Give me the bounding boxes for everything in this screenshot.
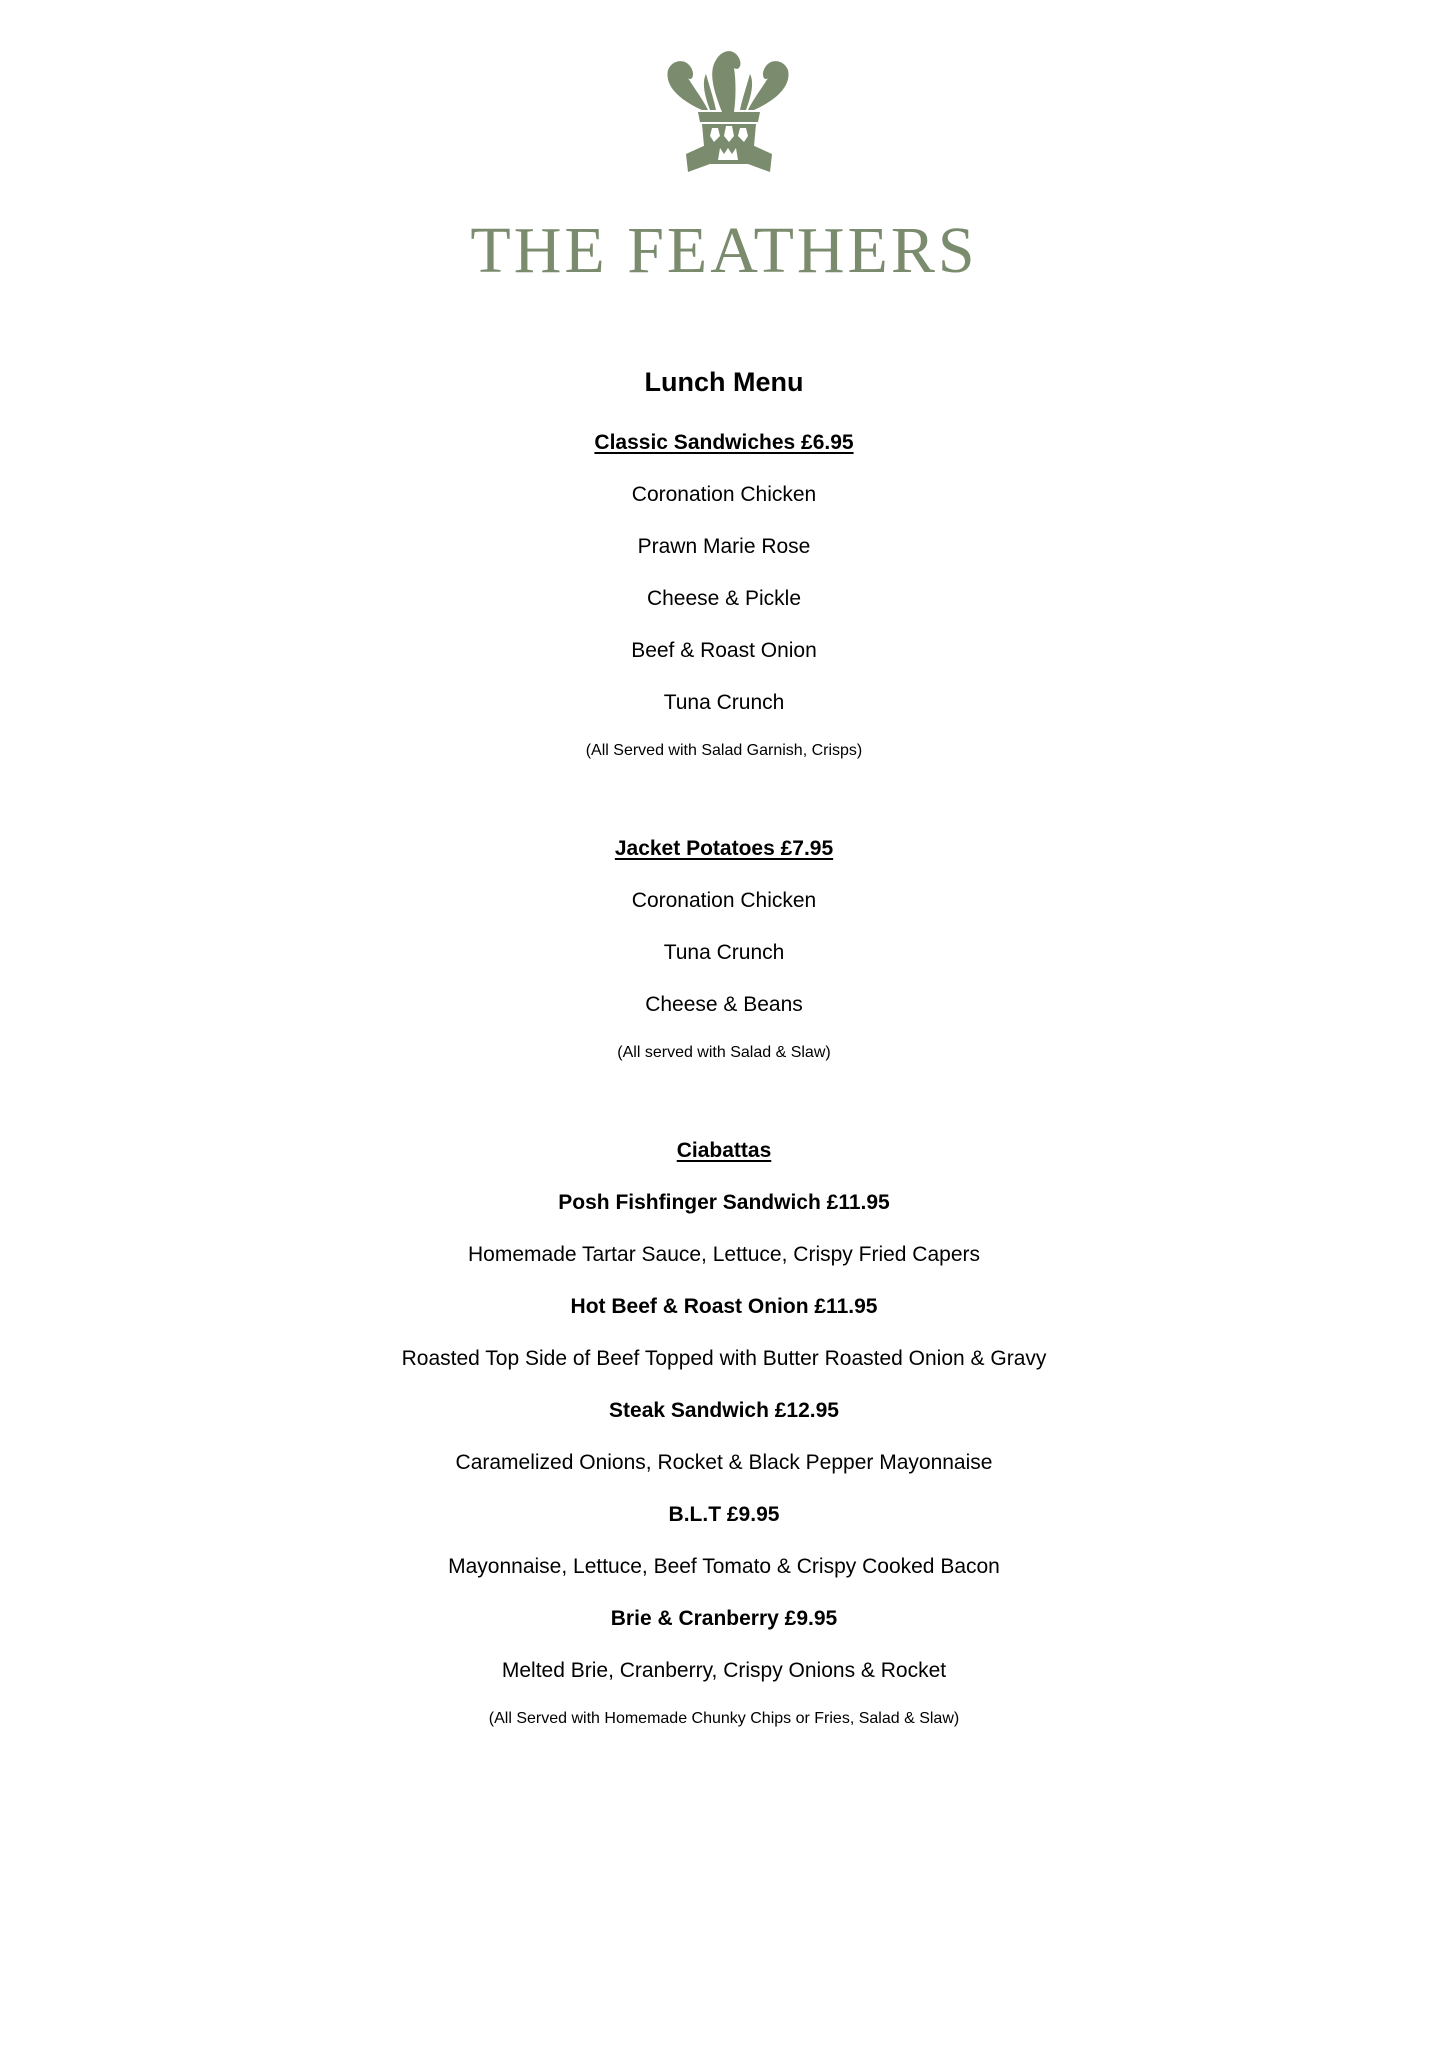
section-note: (All served with Salad & Slaw) — [617, 1044, 831, 1061]
section-ciabattas — [0, 1125, 1448, 1741]
menu-item: Prawn Marie Rose — [637, 535, 811, 558]
menu-title: Lunch Menu — [644, 367, 804, 397]
section-heading: Ciabattas — [676, 1139, 772, 1162]
section-note: (All Served with Salad Garnish, Crisps) — [585, 742, 863, 759]
menu-item: Coronation Chicken — [631, 483, 817, 506]
dish-description: Melted Brie, Cranberry, Crispy Onions & Rocket — [501, 1659, 947, 1682]
dish-name: Posh Fishfinger Sandwich £11.95 — [558, 1191, 890, 1214]
section-heading: Classic Sandwiches £6.95 — [594, 431, 854, 454]
menu-item: Coronation Chicken — [631, 889, 817, 912]
prince-of-wales-feathers-icon — [664, 48, 794, 180]
dish-name: B.L.T £9.95 — [668, 1503, 780, 1526]
menu-item: Beef & Roast Onion — [631, 639, 817, 662]
brand-name: THE FEATHERS — [470, 214, 978, 287]
section-jacket-potatoes — [0, 823, 1448, 1075]
menu-item: Cheese & Pickle — [646, 587, 802, 610]
menu-item: Cheese & Beans — [645, 993, 803, 1016]
lunch-menu — [0, 362, 1448, 1791]
dish-description: Mayonnaise, Lettuce, Beef Tomato & Crispy Cooked Bacon — [448, 1555, 1000, 1578]
dish-description: Roasted Top Side of Beef Topped with Butter Roasted Onion & Gravy — [401, 1347, 1047, 1370]
logo — [664, 48, 794, 180]
dish-name: Hot Beef & Roast Onion £11.95 — [570, 1295, 878, 1318]
section-heading: Jacket Potatoes £7.95 — [614, 837, 834, 860]
dish-name: Brie & Cranberry £9.95 — [610, 1607, 838, 1630]
dish-description: Caramelized Onions, Rocket & Black Pepper Mayonnaise — [455, 1451, 993, 1474]
section-classic-sandwiches — [0, 417, 1448, 773]
dish-name: Steak Sandwich £12.95 — [609, 1399, 839, 1422]
dish-description: Homemade Tartar Sauce, Lettuce, Crispy Fried Capers — [468, 1243, 980, 1266]
menu-item: Tuna Crunch — [663, 691, 785, 714]
menu-item: Tuna Crunch — [663, 941, 785, 964]
section-note: (All Served with Homemade Chunky Chips or Fries, Salad & Slaw) — [488, 1710, 960, 1727]
